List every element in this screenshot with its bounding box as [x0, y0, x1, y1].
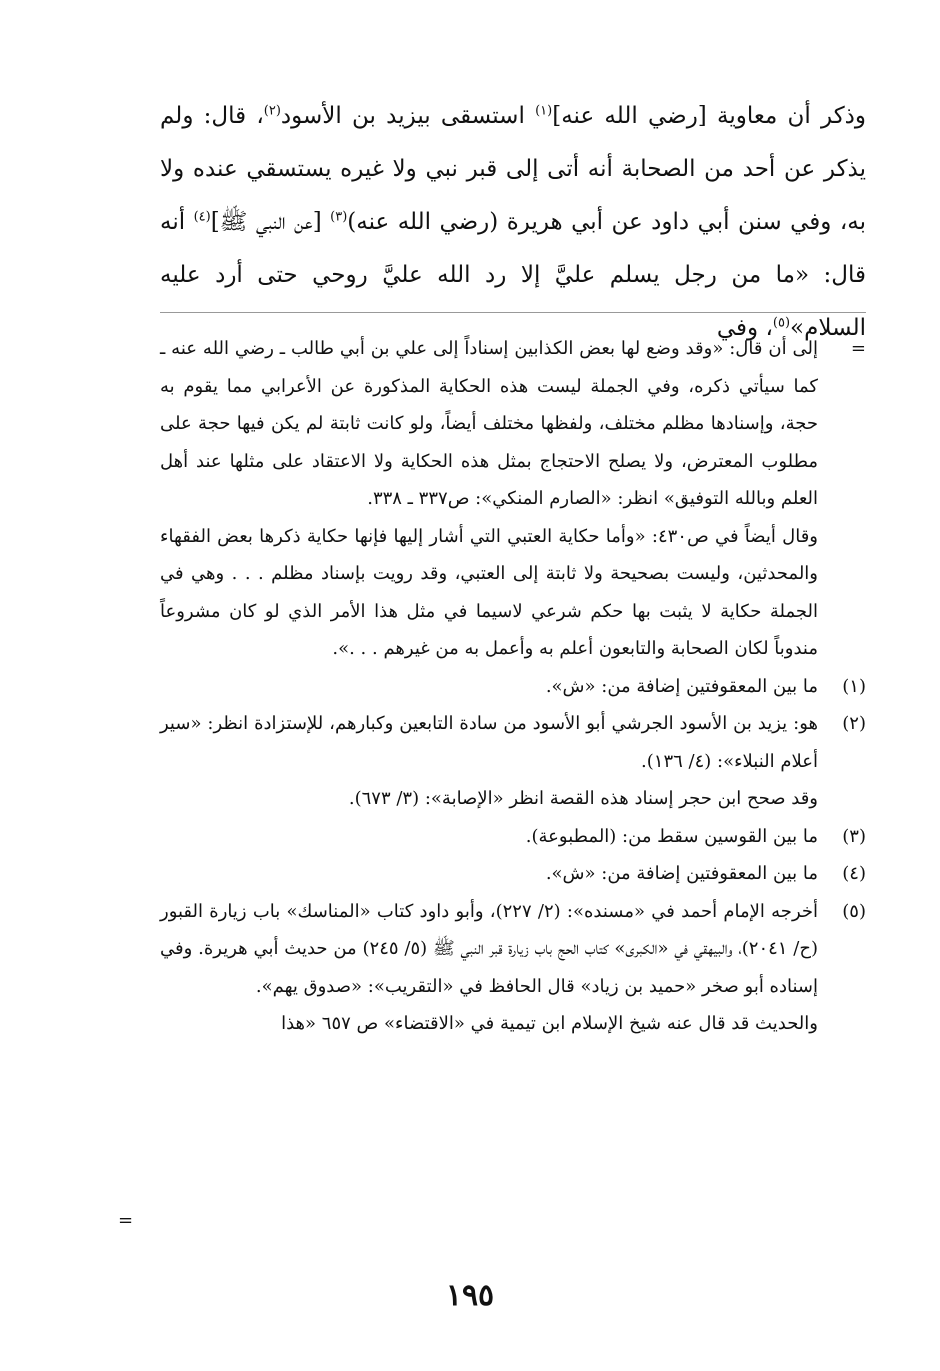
footnote-text: وقد صحح ابن حجر إسناد هذه القصة انظر «الإصابة»: (٣/ ٦٧٣).	[348, 788, 818, 809]
footnote-separator	[160, 312, 866, 313]
continuation-mark-end: =	[118, 1210, 134, 1231]
footnote-number: (١)	[842, 675, 866, 697]
footnote-number: (٢)	[842, 713, 866, 734]
footnote-text: هو: يزيد بن الأسود الجرشي أبو الأسود من سادة التابعين وكبارهم، للإستزادة انظر: «سير أعلام النبلاء»: (٤/ ١٣٦).	[160, 713, 818, 772]
footnote-continuation	[160, 330, 866, 518]
footnotes-section	[160, 330, 866, 1043]
footnote-text: وقال أيضاً في ص٤٣٠: «وأما حكاية العتبي التي أشار إليها فإنها حكاية ذكرها بعض الفقهاء والمحدثين، وليست بصحيحة ولا ثابتة إلى العتبي، وقد رويت بإسناد مظلم . . . وهي في الجملة حكاية لا يثبت بها حكم شرعي لاسيما في مثل هذا الأمر الذي لو كان مشروعاً مندوباً لكان الصحابة والتابعون أعلم به وأعمل به من غيرهم . . .».	[160, 525, 819, 659]
footnote-ref-5[interactable]: (٥)	[772, 315, 791, 331]
footnote-2	[160, 705, 866, 780]
footnote-text: إلى أن قال: «وقد وضع لها بعض الكذابين إسناداً إلى علي بن أبي طالب ـ رضي الله عنه ـ كما سيأتي ذكره، وفي الجملة ليست هذه الحكاية المذكورة عن الأعرابي مما يقوم به حجة، وإسنادها مظلم مختلف، ولفظها مختلف أيضاً، ولو كانت ثابتة لم يكن فيها حجة على مطلوب المعترض، ولا يصلح الاحتجاج بمثل هذه الحكاية ولا الاعتقاد على مثلها عند أهل العلم وبالله التوفيق» انظر: «الصارم المنكي»: ص٣٣٧ ـ ٣٣٨.	[160, 338, 818, 509]
footnote-4	[160, 855, 866, 893]
footnote-text: أخرجه الإمام أحمد في «مسنده»: (٢/ ٢٢٧)، وأبو داود كتاب «المناسك» باب زيارة القبور (ح/ ٢٠٤١)، والبيهقي في «الكبرى» كتاب الحج باب زيارة قبر النبي ﷺ (٥/ ٢٤٥) من حديث أبي هريرة. وفي إسناده أبو صخر «حميد بن زياد» قال الحافظ في «التقريب»: «صدوق يهم».	[160, 900, 818, 997]
footnote-5	[160, 893, 866, 1006]
page-number: ١٩٥	[445, 1278, 495, 1313]
text-run: وذكر أن معاوية [رضي الله عنه]	[552, 103, 866, 129]
text-run: أنه قال: «ما من رجل يسلم عليَّ إلا رد الله عليَّ روحي حتى أرد عليه السلام»	[160, 209, 866, 341]
continuation-mark: =	[850, 338, 866, 359]
text-run: ، قال: ولم يذكر عن أحد من الصحابة أنه أتى إلى قبر نبي ولا غيره يستسقي عنده ولا به، وفي سنن أبي داود عن أبي هريرة (رضي الله عنه)	[160, 103, 866, 235]
footnote-number: (٥)	[842, 900, 866, 922]
footnote-ref-4[interactable]: (٤)	[193, 209, 211, 225]
footnote-ref-1[interactable]: (١)	[535, 103, 553, 119]
text-run: [عن النبي ﷺ]	[210, 209, 331, 235]
text-run: ، وفي	[716, 315, 773, 341]
text-run: استسقى بيزيد بن الأسود	[280, 103, 536, 129]
footnote-3	[160, 818, 866, 856]
footnote-ref-3[interactable]: (٣)	[330, 209, 348, 225]
footnote-text: ما بين القوسين سقط من: (المطبوعة).	[525, 825, 818, 847]
main-paragraph	[160, 90, 866, 355]
footnote-text: ما بين المعقوفتين إضافة من: «ش».	[545, 675, 818, 697]
footnote-number: (٤)	[842, 863, 866, 884]
main-text	[160, 90, 866, 355]
footnote-number: (٣)	[842, 825, 866, 847]
footnote-ref-2[interactable]: (٢)	[263, 103, 281, 119]
footnote-text: ما بين المعقوفتين إضافة من: «ش».	[545, 863, 818, 884]
footnote-text: والحديث قد قال عنه شيخ الإسلام ابن تيمية في «الاقتضاء» ص ٦٥٧ «هذا	[281, 1013, 818, 1034]
footnote-1	[160, 668, 866, 706]
